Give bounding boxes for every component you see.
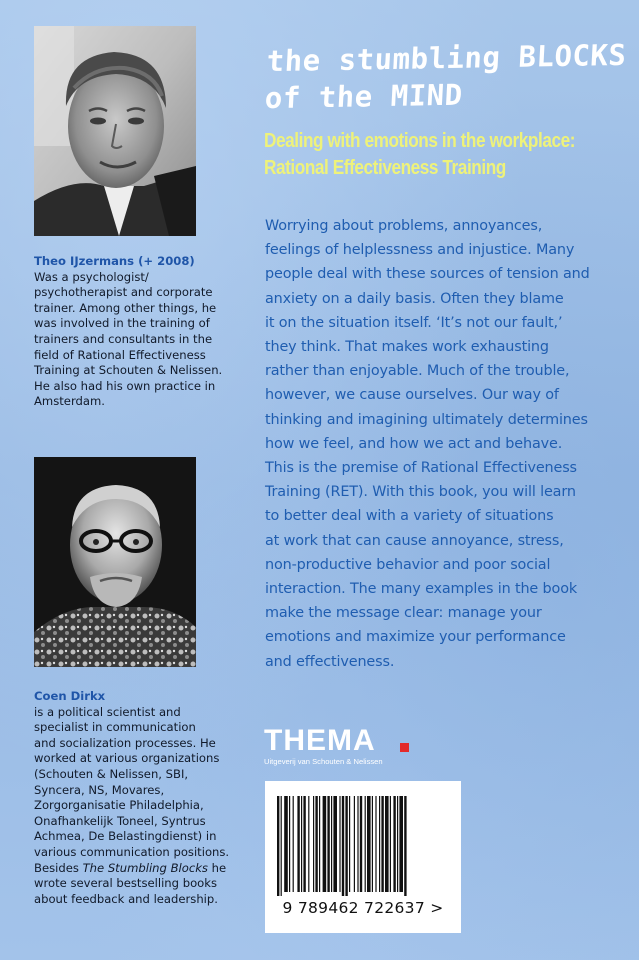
bio-line: various communication positions.: [34, 844, 230, 859]
blurb-line: and effectiveness.: [265, 653, 395, 670]
bio-line: field of Rational Effectiveness: [34, 347, 206, 362]
bio-fragment: he: [211, 860, 227, 875]
barcode-bar: [281, 796, 282, 896]
blurb-line: This is the premise of Rational Effectiveness: [265, 460, 577, 477]
barcode-bar: [303, 796, 305, 892]
blurb-line: thinking and imagining ultimately determines: [265, 411, 588, 428]
barcode-bar: [308, 796, 309, 892]
blurb-line: it on the situation itself. ‘It’s not our fault,’: [265, 314, 563, 331]
bio-line: trainers and consultants in the: [34, 331, 213, 346]
book-title-line: of the MIND: [263, 77, 464, 116]
barcode-bar: [397, 796, 398, 892]
blurb-line: to better deal with a variety of situations: [265, 508, 554, 525]
barcode-bar: [339, 796, 340, 892]
blurb-line: feelings of helplessness and injustice. Many: [265, 242, 575, 259]
bio-line: trainer. Among other things, he: [34, 300, 217, 315]
barcode-bar: [319, 796, 320, 892]
blurb-line: Worrying about problems, annoyances,: [265, 218, 543, 234]
book-title-italic: The Stumbling Blocks: [82, 860, 208, 875]
author-bio-coen: [34, 689, 239, 907]
blurb-line: make the message clear: manage your: [265, 605, 542, 622]
barcode-bars: [277, 796, 449, 896]
blurb-line: they think. That makes work exhausting: [265, 339, 549, 356]
bio-line: [34, 861, 239, 877]
blurb-line: Training (RET). With this book, you will learn: [265, 484, 576, 501]
bio-line: Onafhankelijk Toneel, Syntrus: [34, 813, 206, 828]
blurb-line: how we feel, and how we act and behave.: [265, 435, 563, 452]
barcode-bar: [385, 796, 389, 892]
author-name: Coen Dirkx: [34, 689, 106, 703]
barcode-bar: [349, 796, 350, 892]
barcode-bar: [372, 796, 373, 892]
blurb-line: non-productive behavior and poor social: [265, 556, 551, 573]
bio-line: Zorgorganisatie Philadelphia,: [34, 798, 204, 813]
isbn-digits: 9 789462 722637 >: [282, 899, 444, 917]
book-title: [264, 37, 627, 117]
blurb-line: interaction. The many examples in the book: [265, 581, 578, 598]
bio-line: He also had his own practice in: [34, 378, 216, 393]
back-cover-blurb: [265, 214, 637, 674]
blurb-line: rather than enjoyable. Much of the trouble,: [265, 363, 570, 380]
publisher-logo: [264, 726, 464, 774]
author-photo-coen: [34, 457, 196, 667]
publisher-wordmark: THEMA: [264, 724, 376, 757]
barcode-bar: [301, 796, 302, 892]
barcode-bar: [399, 796, 403, 892]
barcode-bar: [404, 796, 406, 896]
barcode-bar: [315, 796, 317, 892]
blurb-line: emotions and maximize your performance: [265, 629, 566, 646]
barcode-bar: [390, 796, 391, 892]
bio-line: specialist in communication: [34, 720, 196, 735]
blurb-line: however, we cause ourselves. Our way of: [265, 387, 559, 404]
barcode-bar: [375, 796, 376, 892]
bio-line: Amsterdam.: [34, 394, 105, 409]
barcode-bar: [393, 796, 395, 892]
bio-line: is a political scientist and: [34, 704, 181, 719]
barcode-bar: [289, 796, 290, 892]
bio-line: Was a psychologist/: [34, 269, 149, 284]
barcode-bar: [342, 796, 344, 896]
barcode-bar: [284, 796, 288, 892]
author-photo-theo: [34, 26, 196, 236]
author-name: Theo IJzermans (+ 2008): [34, 254, 195, 268]
barcode-bar: [357, 796, 358, 892]
bio-line: psychotherapist and corporate: [34, 285, 213, 300]
barcode-bar: [331, 796, 332, 892]
bio-line: (Schouten & Nelissen, SBI,: [34, 766, 189, 781]
barcode-bar: [313, 796, 314, 892]
bio-line: about feedback and leadership.: [34, 891, 218, 906]
book-subtitle-line: Rational Effectiveness Training: [264, 157, 506, 179]
blurb-line: people deal with these sources of tension and: [265, 266, 590, 283]
barcode-bar: [381, 796, 383, 892]
book-title-line: the stumbling BLOCKS: [265, 37, 628, 79]
barcode-bar: [297, 796, 299, 892]
logo-dot: [400, 743, 409, 752]
bio-fragment: Besides: [34, 860, 79, 875]
barcode-bar: [345, 796, 347, 896]
barcode-bar: [333, 796, 337, 892]
barcode-bar: [354, 796, 355, 892]
author-bio-theo: [34, 254, 239, 410]
bio-line: was involved in the training of: [34, 316, 210, 331]
barcode-bar: [277, 796, 279, 896]
blurb-line: anxiety on a daily basis. Often they blame: [265, 290, 564, 307]
bio-line: Training at Schouten & Nelissen.: [34, 363, 223, 378]
barcode-bar: [365, 796, 366, 892]
bio-line: wrote several bestselling books: [34, 876, 218, 891]
barcode-bar: [379, 796, 380, 892]
publisher-tagline: Uitgeverij van Schouten & Nelissen: [264, 757, 383, 766]
book-subtitle-line: Dealing with emotions in the workplace:: [264, 130, 576, 152]
bio-line: Achmea, De Belastingdienst) in: [34, 829, 217, 844]
blurb-line: at work that can cause annoyance, stress,: [265, 532, 564, 549]
barcode-bar: [323, 796, 327, 892]
barcode-bar: [327, 796, 329, 892]
barcode-bar: [293, 796, 294, 892]
barcode-bar: [360, 796, 362, 892]
bio-line: Syncera, NS, Movares,: [34, 782, 165, 797]
bio-line: and socialization processes. He: [34, 735, 216, 750]
barcode-bar: [367, 796, 371, 892]
isbn-barcode: [265, 781, 461, 933]
bio-line: worked at various organizations: [34, 751, 220, 766]
book-subtitle: [264, 128, 580, 182]
